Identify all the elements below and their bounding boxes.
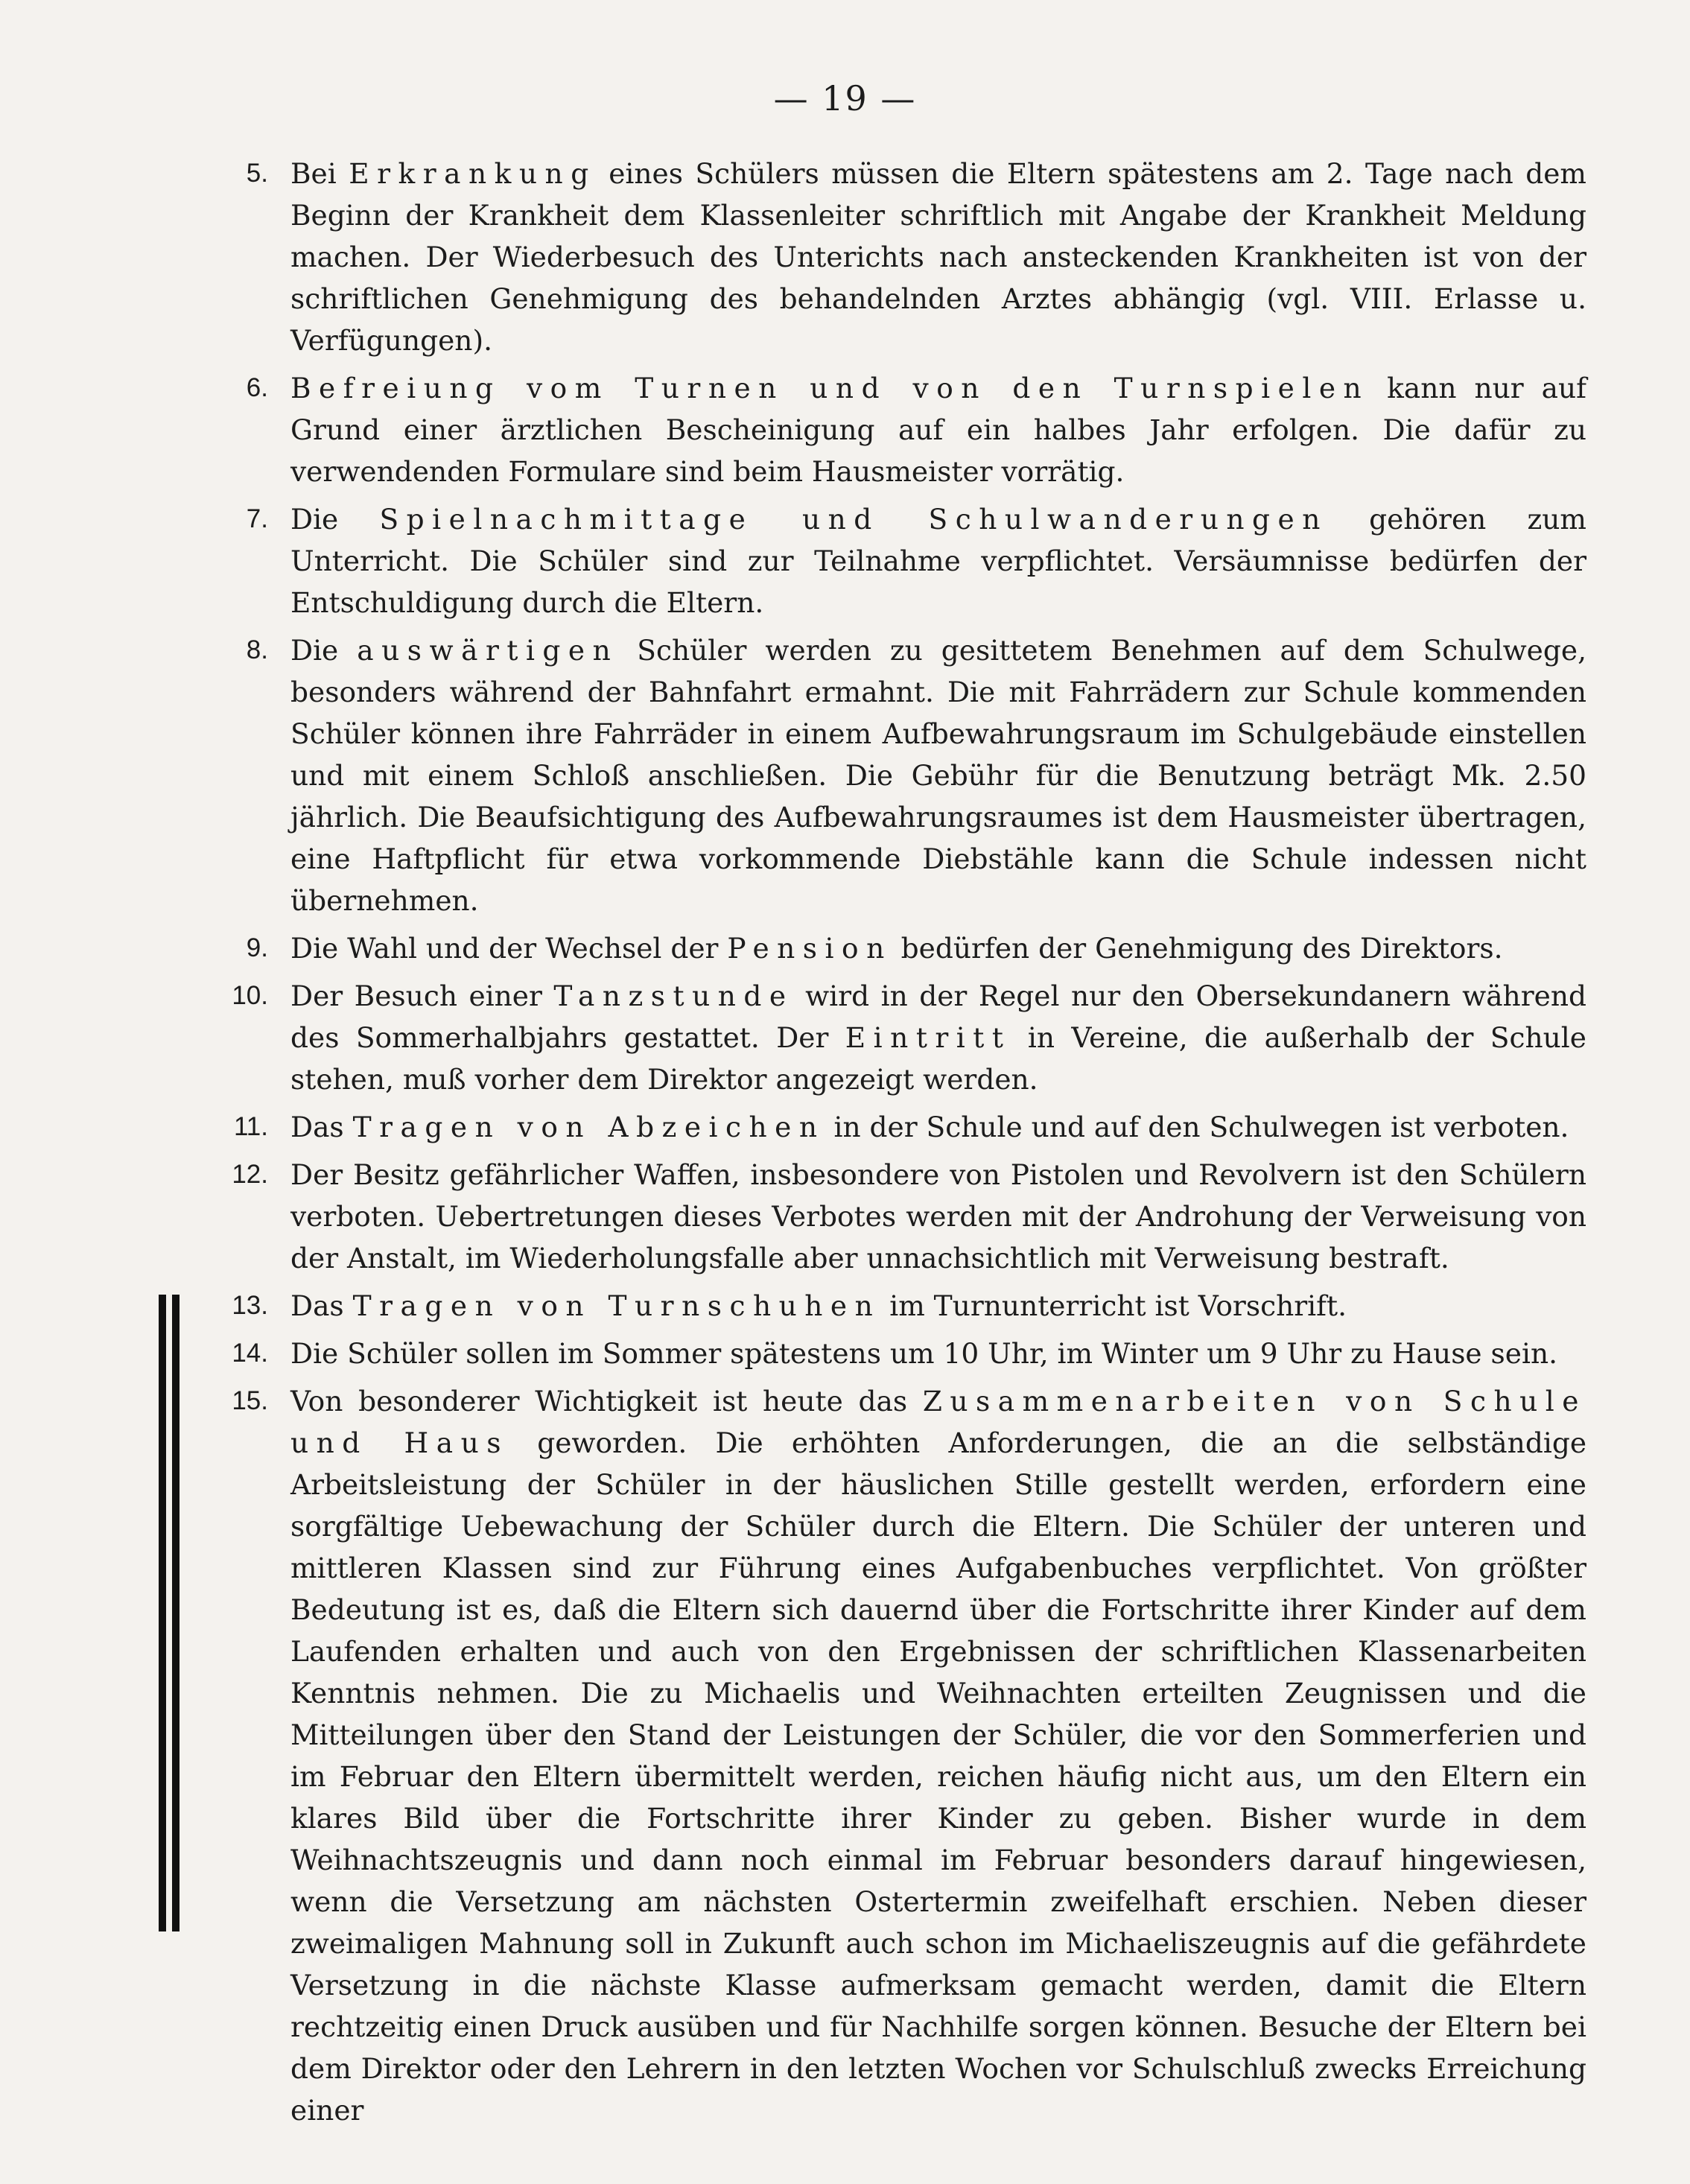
emphasized-text: Eintritt	[845, 1021, 1011, 1054]
item-text	[290, 367, 1586, 492]
item-number: 14.	[232, 1339, 268, 1368]
emphasized-text: Pension	[727, 932, 892, 965]
text-run: Die Wahl und der Wechsel der	[290, 932, 728, 965]
text-run: Die Schüler sollen im Sommer spätestens um 10 Uhr, im Winter um 9 Uhr zu Hause sein.	[290, 1337, 1558, 1370]
item-number: 7.	[246, 504, 268, 533]
emphasized-text: Tanzstunde	[553, 980, 794, 1012]
emphasized-text: Tragen von Abzeichen	[352, 1111, 825, 1143]
page-number: — 19 —	[773, 78, 917, 118]
text-run: Das	[290, 1111, 353, 1143]
text-run: in der Schule und auf den Schulwegen ist verboten.	[825, 1111, 1569, 1143]
list-item	[209, 367, 1586, 492]
text-run: Das	[290, 1289, 353, 1322]
list-item	[209, 498, 1586, 623]
list-item	[209, 1285, 1586, 1327]
text-run: Bei	[290, 157, 349, 190]
item-number: 12.	[232, 1160, 268, 1189]
list-item	[209, 629, 1586, 921]
text-run: gehören zum Unterricht. Die Schüler sind zur Teilnahme verpflichtet. Versäumnisse bedürfen der Entschuldigung durch die Eltern.	[290, 503, 1586, 619]
item-number: 10.	[232, 981, 268, 1010]
text-run: Von besonderer Wichtigkeit ist heute das	[290, 1385, 923, 1418]
item-number: 13.	[232, 1291, 268, 1320]
item-text	[290, 629, 1586, 921]
item-text	[290, 927, 1586, 969]
emphasized-text: Erkrankung	[349, 157, 597, 190]
list-item	[209, 1154, 1586, 1279]
item-text	[290, 153, 1586, 361]
emphasized-text: auswärtigen	[357, 634, 619, 667]
emphasized-text: Befreiung vom Turnen und von den Turnspielen	[290, 372, 1370, 404]
text-run: wird in der Regel nur den Obersekundanern während des Sommerhalbjahrs gestattet. Der	[290, 980, 1586, 1054]
emphasized-text: Zusammenarbeiten von Schule und Haus	[290, 1385, 1586, 1459]
item-text	[290, 975, 1586, 1100]
margin-bar	[159, 1295, 166, 1931]
item-text	[290, 1333, 1586, 1374]
text-run: in Vereine, die außerhalb der Schule stehen, muß vorher dem Direktor angezeigt werden.	[290, 1021, 1586, 1096]
emphasized-text: Spielnachmittage und Schulwanderungen	[379, 503, 1328, 536]
text-run: geworden. Die erhöhten Anforderungen, die an die selbständige Arbeitsleistung der Schüler in der häuslichen Stille gestellt werden, erfordern eine sorgfältige Uebewachung der Schüler durch die Eltern. Die Schüler der unteren und mittleren Klassen sind zur Führung eines Aufgabenbuches verpflichtet. Von größter Bedeutung ist es, daß die Eltern sich dauernd über die Fortschritte ihrer Kinder auf dem Laufenden erhalten und auch von den Ergebnissen der schriftlichen Klassenarbeiten Kenntnis nehmen. Die zu Michaelis und Weihnachten erteilten Zeugnissen und die Mitteilungen über den Stand der Leistungen der Schüler, die vor den Sommerferien und im Februar den Eltern übermittelt werden, reichen häufig nicht aus, um den Eltern ein klares Bild über die Fortschritte ihrer Kinder zu geben. Bisher wurde in dem Weihnachtszeugnis und dann noch einmal im Februar besonders darauf hingewiesen, wenn die Versetzung am nächsten Ostertermin zweifelhaft erschien. Neben dieser zweimaligen Mahnung soll in Zukunft auch schon im Michaeliszeugnis auf die gefährdete Versetzung in die nächste Klasse aufmerksam gemacht werden, damit die Eltern rechtzeitig einen Druck ausüben und für Nachhilfe sorgen können. Besuche der Eltern bei dem Direktor oder den Lehrern in den letzten Wochen vor Schulschluß zwecks Erreichung einer	[290, 1426, 1587, 2127]
item-number: 5.	[246, 159, 268, 188]
list-item	[209, 975, 1586, 1100]
numbered-rules-list	[209, 153, 1586, 2137]
text-run: bedürfen der Genehmigung des Direktors.	[892, 932, 1503, 965]
list-item	[209, 1380, 1586, 2131]
item-number: 8.	[246, 635, 268, 664]
text-run: im Turnunterricht ist Vorschrift.	[880, 1289, 1347, 1322]
item-text	[290, 1285, 1586, 1327]
list-item	[209, 153, 1586, 361]
emphasized-text: Tragen von Turnschuhen	[352, 1289, 881, 1322]
text-run: kann nur auf Grund einer ärztlichen Bescheinigung auf ein halbes Jahr erfolgen. Die dafür zu verwendenden Formulare sind beim Hausmeister vorrätig.	[290, 372, 1587, 488]
item-number: 6.	[246, 373, 268, 402]
list-item	[209, 1106, 1586, 1148]
item-text	[290, 1154, 1586, 1279]
list-item	[209, 927, 1586, 969]
list-item	[209, 1333, 1586, 1374]
item-number: 9.	[246, 933, 268, 962]
item-text	[290, 1106, 1586, 1148]
text-run: Der Besuch einer	[290, 980, 554, 1012]
item-text	[290, 1380, 1586, 2131]
margin-bar	[172, 1295, 180, 1931]
text-run: Schüler werden zu gesittetem Benehmen auf dem Schulwege, besonders während der Bahnfahrt ermahnt. Die mit Fahrrädern zur Schule kommenden Schüler können ihre Fahrräder in einem Aufbewahrungsraum im Schulgebäude einstellen und mit einem Schloß anschließen. Die Gebühr für die Benutzung beträgt Mk. 2.50 jährlich. Die Beaufsichtigung des Aufbewahrungsraumes ist dem Hausmeister übertragen, eine Haftpflicht für etwa vorkommende Diebstähle kann die Schule indessen nicht übernehmen.	[290, 634, 1586, 917]
margin-marker	[159, 1295, 181, 1931]
item-text	[290, 498, 1586, 623]
text-run: Die	[290, 634, 358, 667]
item-number: 15.	[232, 1386, 268, 1415]
text-run: Die	[290, 503, 380, 536]
text-run: Der Besitz gefährlicher Waffen, insbesondere von Pistolen und Revolvern ist den Schülern verboten. Uebertretungen dieses Verbotes werden mit der Androhung der Verweisung von der Anstalt, im Wiederholungsfalle aber unnachsichtlich mit Verweisung bestraft.	[290, 1158, 1586, 1274]
text-run: eines Schülers müssen die Eltern spätestens am 2. Tage nach dem Beginn der Krankheit dem Klassenleiter schriftlich mit Angabe der Krankheit Meldung machen. Der Wiederbesuch des Unterichts nach ansteckenden Krankheiten ist von der schriftlichen Genehmigung des behandelnden Arztes abhängig (vgl. VIII. Erlasse u. Verfügungen).	[290, 157, 1586, 357]
item-number: 11.	[233, 1112, 268, 1141]
